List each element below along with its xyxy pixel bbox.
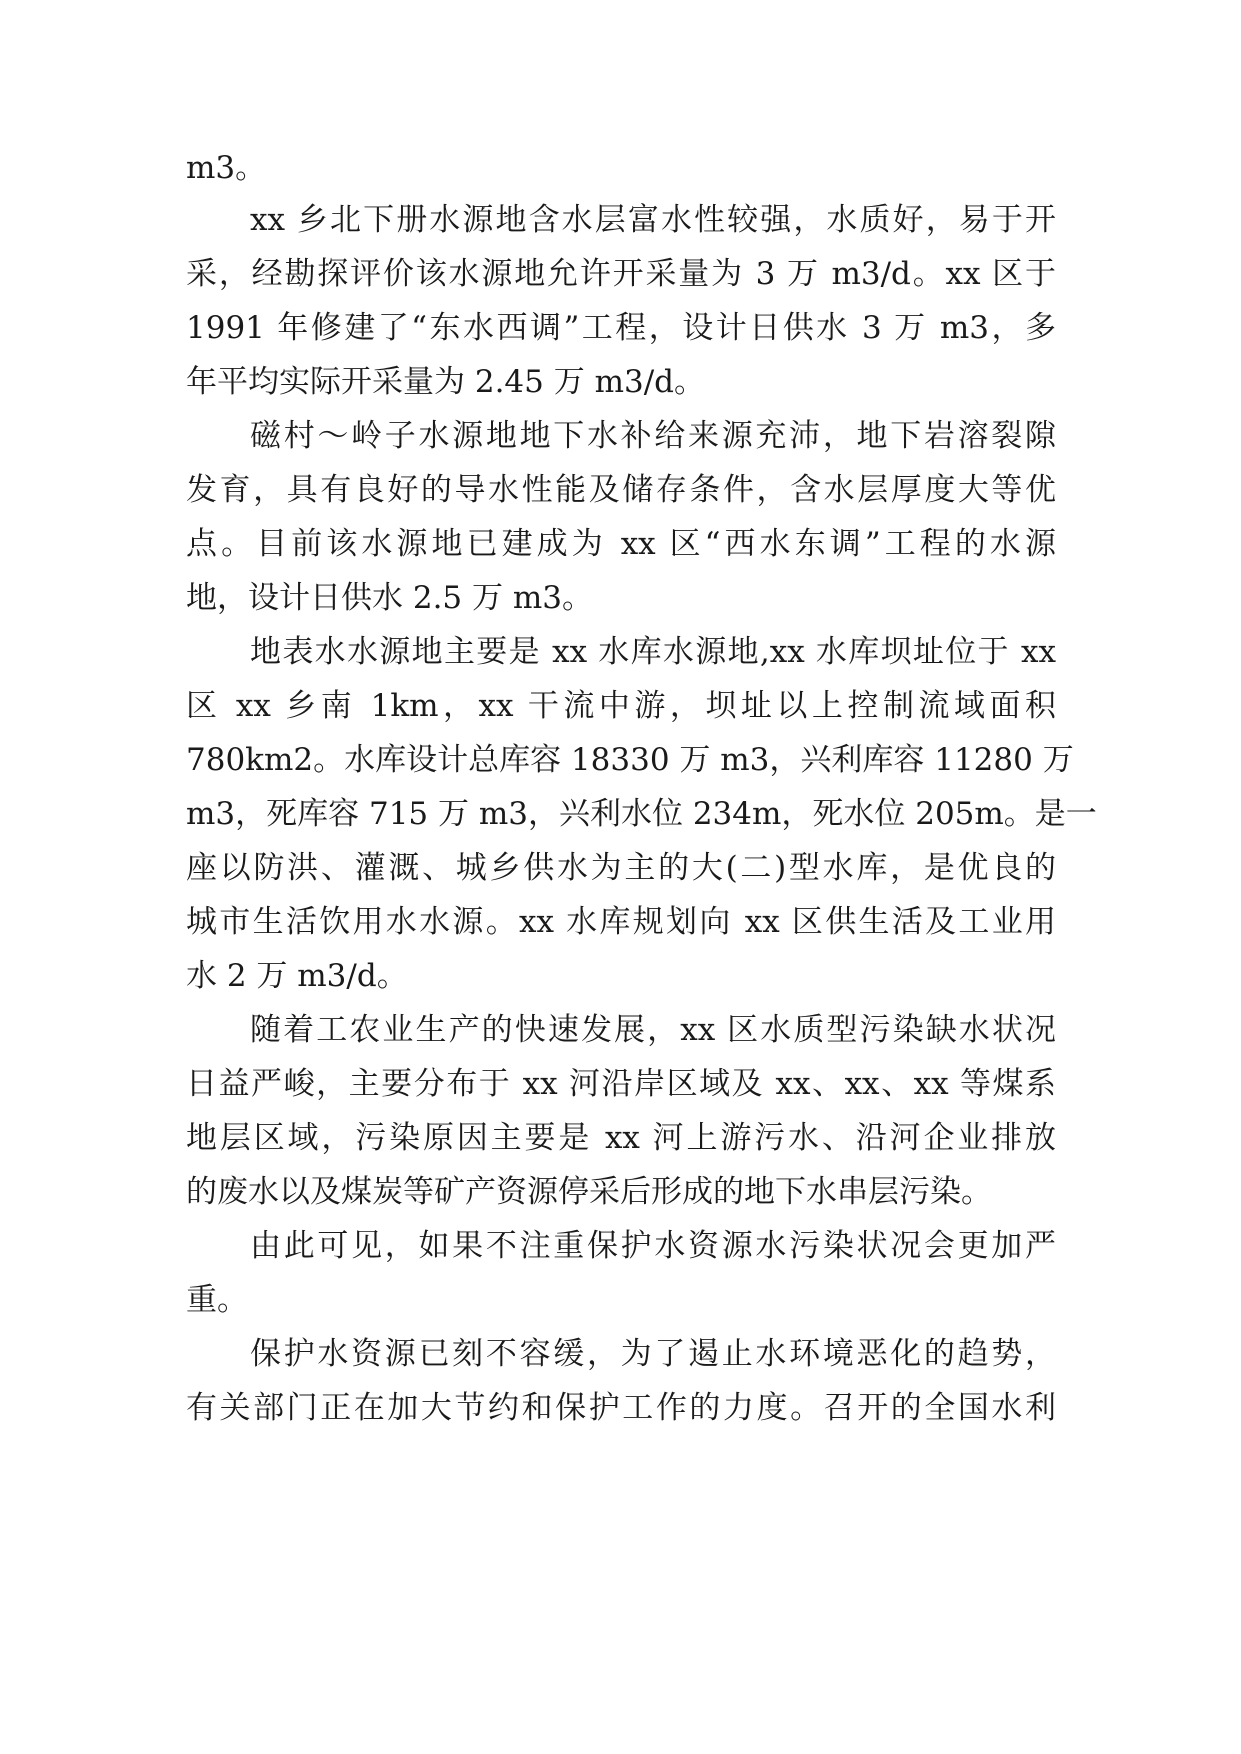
text-line: 水 2 万 m3/d。 xyxy=(186,958,408,994)
text-line: 重。 xyxy=(186,1282,248,1318)
text-line: 地层区域，污染原因主要是 xx 河上游污水、沿河企业排放 xyxy=(186,1120,1056,1156)
text-line: 780km2。水库设计总库容 18330 万 m3，兴利库容 11280 万 xyxy=(186,742,1074,778)
text-line: 随着工农业生产的快速发展，xx 区水质型污染缺水状况 xyxy=(250,1012,1056,1048)
text-line: 1991 年修建了“东水西调”工程，设计日供水 3 万 m3，多 xyxy=(186,310,1056,346)
text-line: 区 xx 乡南 1km，xx 干流中游，坝址以上控制流域面积 xyxy=(186,688,1056,724)
text-line: 年平均实际开采量为 2.45 万 m3/d。 xyxy=(186,364,705,400)
text-line: 有关部门正在加大节约和保护工作的力度。召开的全国水利 xyxy=(186,1390,1056,1426)
text-line: 日益严峻，主要分布于 xx 河沿岸区域及 xx、xx、xx 等煤系 xyxy=(186,1066,1056,1102)
text-line: 磁村～岭子水源地地下水补给来源充沛，地下岩溶裂隙 xyxy=(250,418,1056,454)
text-line: 由此可见，如果不注重保护水资源水污染状况会更加严 xyxy=(250,1228,1056,1264)
text-line: 座以防洪、灌溉、城乡供水为主的大(二)型水库，是优良的 xyxy=(186,850,1056,886)
text-line: 地，设计日供水 2.5 万 m3。 xyxy=(186,580,593,616)
text-line: 发育，具有良好的导水性能及储存条件，含水层厚度大等优 xyxy=(186,472,1056,508)
text-line: xx 乡北下册水源地含水层富水性较强，水质好，易于开 xyxy=(250,202,1056,238)
text-line: m3，死库容 715 万 m3，兴利水位 234m，死水位 205m。是一 xyxy=(186,796,1097,832)
text-line: m3。 xyxy=(186,150,267,186)
text-line: 点。目前该水源地已建成为 xx 区“西水东调”工程的水源 xyxy=(186,526,1056,562)
text-line: 采，经勘探评价该水源地允许开采量为 3 万 m3/d。xx 区于 xyxy=(186,256,1056,292)
text-line: 地表水水源地主要是 xx 水库水源地,xx 水库坝址位于 xx xyxy=(250,634,1056,670)
text-line: 保护水资源已刻不容缓，为了遏止水环境恶化的趋势， xyxy=(250,1336,1056,1372)
text-line: 的废水以及煤炭等矿产资源停采后形成的地下水串层污染。 xyxy=(186,1174,992,1210)
text-line: 城市生活饮用水水源。xx 水库规划向 xx 区供生活及工业用 xyxy=(186,904,1056,940)
